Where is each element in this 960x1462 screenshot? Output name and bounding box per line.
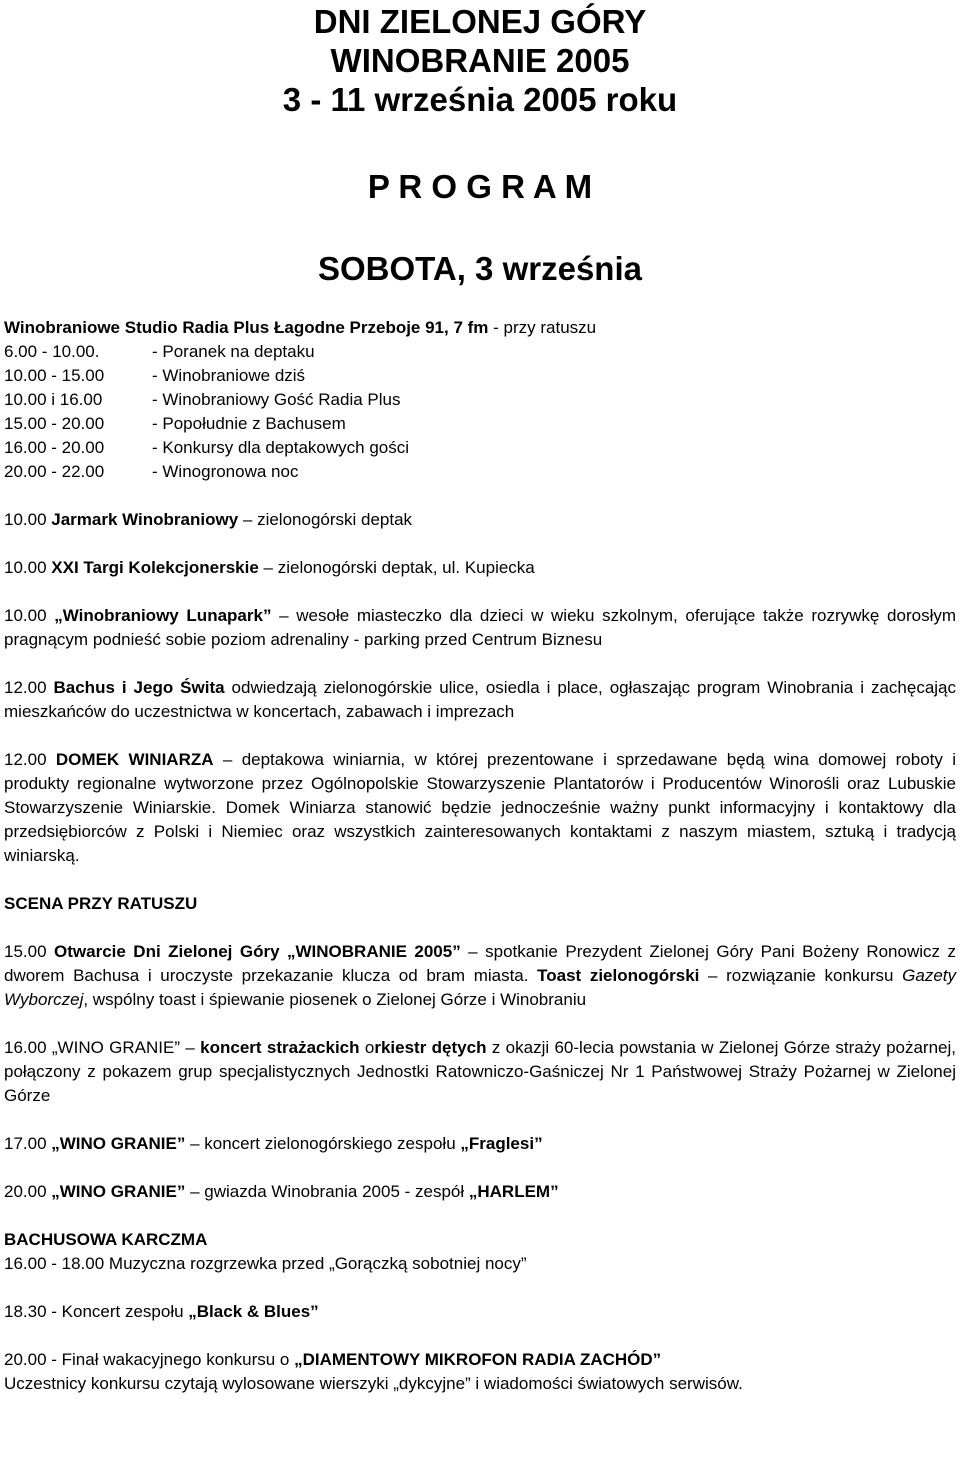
event-name: DOMEK WINIARZA <box>55 750 214 769</box>
section-heading-scena <box>4 892 956 916</box>
event-desc: – zielonogórski deptak <box>238 510 413 529</box>
event-desc: – spotkanie Prezydent Zielonej Góry Pani Bożeny Ronowicz z dworem Bachusa i uroczyste przekazanie klucza od bram miasta. <box>4 942 956 985</box>
schedule-desc: - Winobraniowe dziś <box>152 366 306 385</box>
section-heading-text: SCENA PRZY RATUSZU <box>4 894 198 913</box>
event-targi <box>4 556 956 580</box>
radio-heading-bold: Winobraniowe Studio Radia Plus Łagodne Przeboje 91, 7 fm <box>4 318 489 337</box>
karczma-item-1: 16.00 - 18.00 Muzyczna rozgrzewka przed „Gorączką sobotniej nocy” <box>4 1254 527 1273</box>
event-time: 10.00 <box>4 510 52 529</box>
event-domek <box>4 748 956 868</box>
event-desc: 18.30 - Koncert zespołu <box>4 1302 189 1321</box>
radio-schedule <box>4 340 409 484</box>
event-time: 10.00 <box>4 558 52 577</box>
event-name: „DIAMENTOWY MIKROFON RADIA ZACHÓD” <box>294 1350 662 1369</box>
schedule-row <box>4 364 409 388</box>
schedule-time: 16.00 - 20.00 <box>4 438 105 457</box>
event-name: „WINO GRANIE” <box>51 1182 186 1201</box>
event-wino-granie-3 <box>4 1180 956 1204</box>
title-festival-name: WINOBRANIE 2005 <box>330 42 630 79</box>
event-time: 15.00 <box>4 942 55 961</box>
title-event-name: DNI ZIELONEJ GÓRY <box>313 3 647 40</box>
schedule-row <box>4 460 409 484</box>
event-desc: o <box>359 1038 375 1057</box>
karczma-item-3-details: Uczestnicy konkursu czytają wylosowane wierszyki „dykcyjne” i wiadomości światowych serwisów. <box>4 1374 743 1393</box>
title-day: SOBOTA, 3 września <box>318 250 642 287</box>
karczma-item-2 <box>4 1300 956 1324</box>
schedule-row <box>4 412 409 436</box>
event-desc: 20.00 - Finał wakacyjnego konkursu o <box>4 1350 295 1369</box>
section-heading-karczma <box>4 1228 956 1252</box>
event-desc: – zielonogórski deptak, ul. Kupiecka <box>258 558 535 577</box>
event-toast: Toast zielonogórski <box>537 966 700 985</box>
schedule-desc: - Popołudnie z Bachusem <box>152 414 346 433</box>
schedule-row <box>4 436 409 460</box>
event-time: 17.00 <box>4 1134 52 1153</box>
event-bachus <box>4 676 956 724</box>
radio-heading-location: - przy ratuszu <box>488 318 597 337</box>
schedule-desc: - Poranek na deptaku <box>152 342 315 361</box>
event-desc: – gwiazda Winobrania 2005 - zespół <box>185 1182 469 1201</box>
title-dates: 3 - 11 września 2005 roku <box>282 81 678 118</box>
event-wino-granie-1 <box>4 1036 956 1108</box>
radio-heading <box>4 316 956 340</box>
karczma-item-3 <box>4 1348 956 1372</box>
event-time-title: 16.00 „WINO GRANIE” – <box>4 1038 201 1057</box>
event-desc: odwiedzają zielonogórskie ulice, osiedla i place, ogłaszając program Winobrania i zachęcając mieszkańców do uczestnictwa w koncertach, zabawach i imprezach <box>4 678 956 721</box>
event-otwarcie <box>4 940 956 1012</box>
event-time: 12.00 <box>4 750 56 769</box>
event-wino-granie-2 <box>4 1132 956 1156</box>
event-desc: z okazji 60-lecia powstania w Zielonej Górze straży pożarnej, połączony z pokazem grup specjalistycznych Jednostki Ratowniczo-Gaśniczej Nr 1 Państwowej Straży Pożarnej w Zielonej Górze <box>4 1038 956 1105</box>
schedule-desc: - Winobraniowy Gość Radia Plus <box>152 390 401 409</box>
event-gazeta: Gazety Wyborczej <box>4 966 956 1009</box>
event-name: koncert strażackich <box>200 1038 360 1057</box>
schedule-row <box>4 388 409 412</box>
event-name: Otwarcie Dni Zielonej Góry „WINOBRANIE 2005” <box>54 942 461 961</box>
schedule-row <box>4 340 409 364</box>
schedule-time: 10.00 - 15.00 <box>4 366 105 385</box>
schedule-time: 15.00 - 20.00 <box>4 414 105 433</box>
title-program: P R O G R A M <box>367 168 593 205</box>
event-desc: – deptakowa winiarnia, w której prezentowane i sprzedawane będą wina domowej roboty i produkty regionalne wytworzone przez Ogólnopolskie Stowarzyszenie Plantatorów i Producentów Winorośli oraz Lubuskie Stowarzyszenie Winiarskie. Domek Winiarza stanowić będzie jednocześnie ważny punkt informacyjny i kontaktowy dla przedsiębiorców z Polski i Niemiec oraz wszystkich zainteresowanych kontaktami z naszym miastem, sztuką i tradycją winiarską. <box>4 750 957 865</box>
event-name: Jarmark Winobraniowy <box>51 510 239 529</box>
section-heading-text: BACHUSOWA KARCZMA <box>4 1230 208 1249</box>
schedule-desc: - Winogronowa noc <box>152 462 299 481</box>
event-band: „HARLEM” <box>468 1182 559 1201</box>
event-jarmark <box>4 508 956 532</box>
schedule-time: 20.00 - 22.00 <box>4 462 105 481</box>
event-band: „Black & Blues” <box>188 1302 319 1321</box>
event-name: „Winobraniowy Lunapark” <box>54 606 272 625</box>
event-time: 12.00 <box>4 678 54 697</box>
event-lunapark <box>4 604 956 652</box>
event-time: 20.00 <box>4 1182 52 1201</box>
event-name: „WINO GRANIE” <box>51 1134 186 1153</box>
schedule-desc: - Konkursy dla deptakowych gości <box>152 438 410 457</box>
event-time: 10.00 <box>4 606 55 625</box>
event-name: XXI Targi Kolekcjonerskie <box>51 558 259 577</box>
event-name: Bachus i Jego Świta <box>53 678 225 697</box>
event-band: „Fraglesi” <box>460 1134 543 1153</box>
schedule-time: 6.00 - 10.00. <box>4 342 100 361</box>
event-desc: , wspólny toast i śpiewanie piosenek o Zielonej Górze i Winobraniu <box>83 990 587 1009</box>
schedule-time: 10.00 i 16.00 <box>4 390 103 409</box>
event-desc: – koncert zielonogórskiego zespołu <box>185 1134 461 1153</box>
event-desc: – rozwiązanie konkursu <box>699 966 903 985</box>
event-name-2: rkiestr dętych <box>374 1038 487 1057</box>
event-desc: – wesołe miasteczko dla dzieci w wieku szkolnym, oferujące także rozrywkę dorosłym pragnącym podnieść sobie poziom adrenaliny - parking przed Centrum Biznesu <box>4 606 957 649</box>
